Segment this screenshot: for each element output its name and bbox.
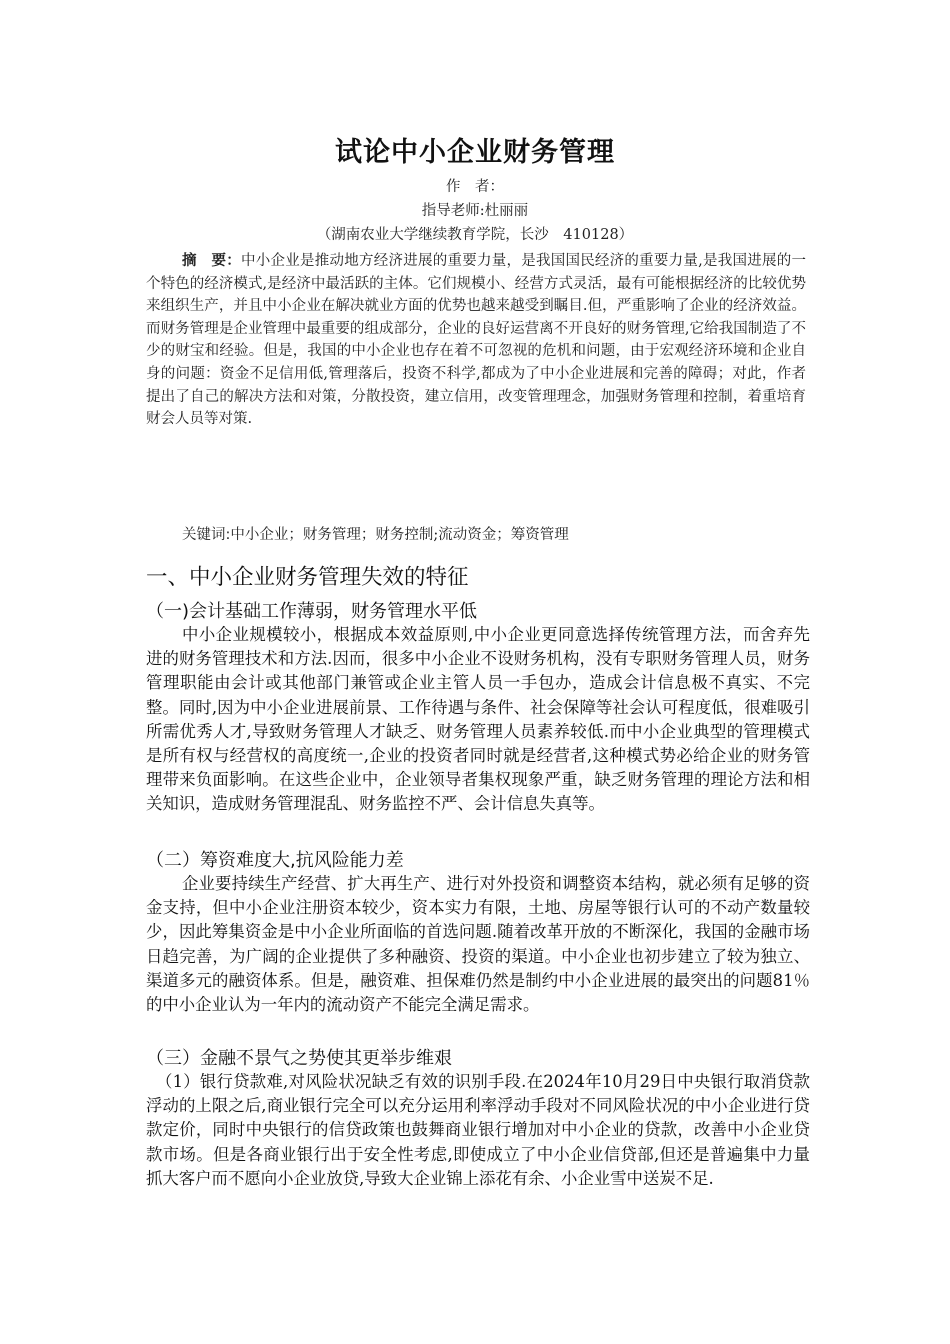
paragraph: 企业要持续生产经营、扩大再生产、进行对外投资和调整资本结构，就必须有足够的资金支持，但中小企业注册资本较少，资本实力有限，土地、房屋等银行认可的不动产数量较少，因此筹集资金是中小企业所面临的首选问题.随着改革开放的不断深化，我国的金融市场日趋完善，为广阔的企业提供了多种融资、投资的渠道。中小企业也初步建立了较为独立、渠道多元的融资体系。但是，融资难、担保难仍然是制约中小企业进展的最突出的问题81％的中小企业认为一年内的流动资产不能完全满足需求。	[146, 874, 810, 1015]
abstract	[146, 250, 806, 431]
paragraph: 中小企业规模较小，根据成本效益原则,中小企业更同意选择传统管理方法，而舍弃先进的财务管理技术和方法.因而，很多中小企业不设财务机构，没有专职财务管理人员，财务管理职能由会计或其他部门兼管或企业主管人员一手包办，造成会计信息极不真实、不完整。同时,因为中小企业进展前景、工作待遇与条件、社会保障等社会认可程度低，很难吸引所需优秀人才,导致财务管理人才缺乏、财务管理人员素养较低.而中小企业典型的管理模式是所有权与经营权的高度统一,企业的投资者同时就是经营者,这种模式势必给企业的财务管理带来负面影响。在这些企业中，企业领导者集权现象严重，缺乏财务管理的理论方法和相关知识，造成财务管理混乱、财务监控不严、会计信息失真等。	[146, 625, 810, 814]
section-heading: 一、中小企业财务管理失效的特征	[146, 565, 469, 590]
keywords-text: 中小企业；财务管理；财务控制;流动资金；筹资管理	[230, 527, 569, 543]
document-title: 试论中小企业财务管理	[335, 137, 615, 168]
advisor-line: 指导老师:杜丽丽	[421, 203, 529, 219]
abstract-text: 中小企业是推动地方经济进展的重要力量，是我国国民经济的重要力量,是我国进展的一个特色的经济模式,是经济中最活跃的主体。它们规模小、经营方式灵活，最有可能根据经济的比较优势来组织生产，并且中小企业在解决就业方面的优势也越来越受到瞩目.但，严重影响了企业的经济效益。而财务管理是企业管理中最重要的组成部分，企业的良好运营离不开良好的财务管理,它给我国制造了不少的财宝和经验。但是，我国的中小企业也存在着不可忽视的危机和问题，由于宏观经济环境和企业自身的问题：资金不足信用低,管理落后，投资不科学,都成为了中小企业进展和完善的障碍；对此，作者提出了自己的解决方法和对策，分散投资，建立信用，改变管理理念，加强财务管理和控制，着重培育财会人员等对策.	[146, 253, 807, 428]
keywords-label: 关键词:	[182, 527, 231, 543]
affiliation-line: （湖南农业大学继续教育学院，长沙 410128）	[316, 227, 634, 243]
keywords	[182, 525, 822, 545]
subsection-heading: （三）金融不景气之势使其更举步维艰	[146, 1048, 452, 1069]
abstract-label: 摘 要：	[182, 253, 241, 269]
subsection-heading: （一)会计基础工作薄弱，财务管理水平低	[146, 601, 478, 622]
paragraph: （1）银行贷款难,对风险状况缺乏有效的识别手段.在2024年10月29日中央银行取消贷款浮动的上限之后,商业银行完全可以充分运用利率浮动手段对不同风险状况的中小企业进行贷款定价，同时中央银行的信贷政策也鼓舞商业银行增加对中小企业的贷款，改善中小企业贷款市场。但是各商业银行出于安全性考虑,即使成立了中小企业信贷部,但还是普遍集中力量抓大客户而不愿向小企业放贷,导致大企业锦上添花有余、小企业雪中送炭不足.	[146, 1072, 810, 1188]
subsection-heading: （二）筹资难度大,抗风险能力差	[146, 850, 404, 871]
author-line: 作 者：	[446, 179, 504, 195]
